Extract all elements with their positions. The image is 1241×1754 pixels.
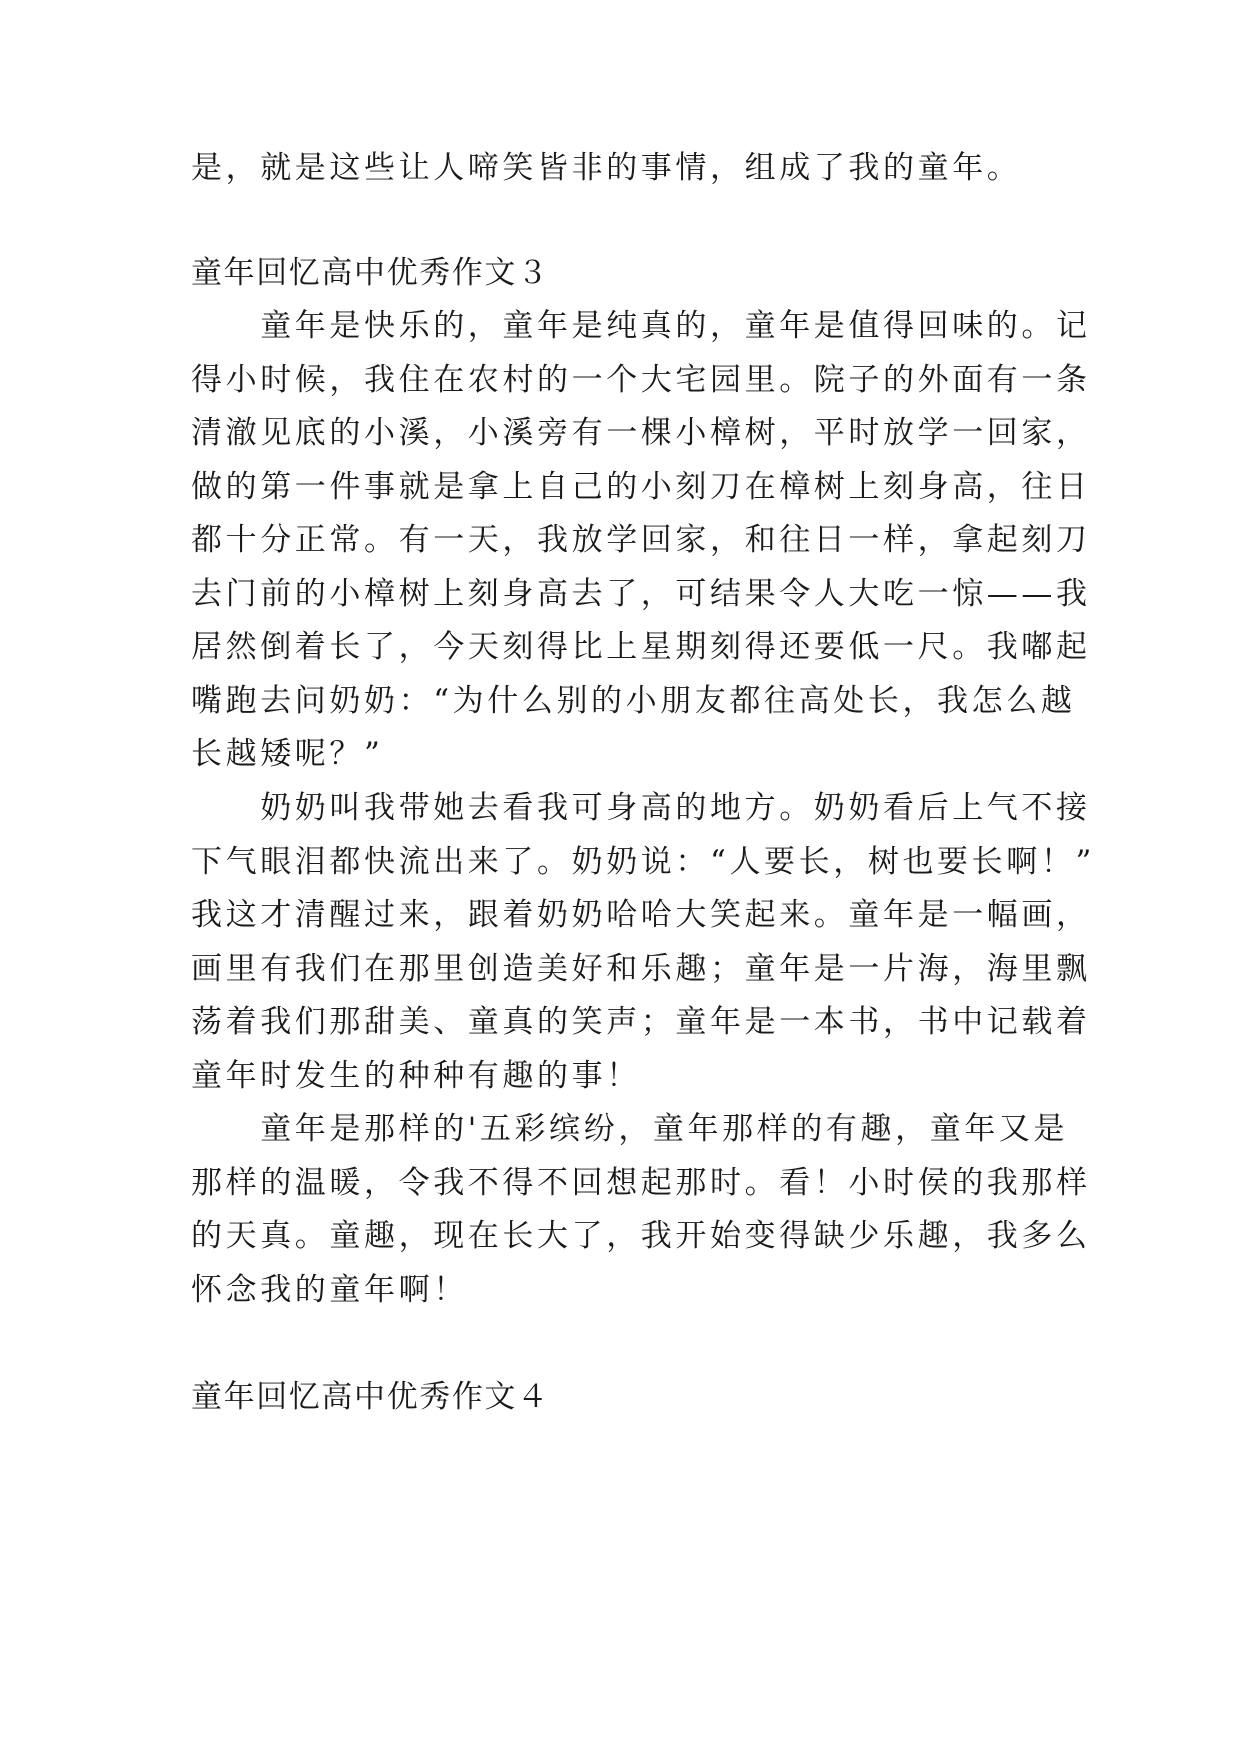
paragraph-line: 做的第一件事就是拿上自己的小刻刀在樟树上刻身高，往日 xyxy=(191,469,1091,505)
paragraph-line: 童年时发生的种种有趣的事！ xyxy=(191,1058,641,1094)
paragraph-line: 的天真。童趣，现在长大了，我开始变得缺少乐趣，我多么 xyxy=(191,1218,1091,1254)
paragraph-line: 是，就是这些让人啼笑皆非的事情，组成了我的童年。 xyxy=(191,150,1022,186)
paragraph-line: 那样的温暖，令我不得不回想起那时。看！小时侯的我那样 xyxy=(191,1165,1091,1201)
paragraph-line: 长越矮呢？” xyxy=(191,736,384,772)
paragraph-line: 荡着我们那甜美、童真的笑声；童年是一本书，书中记载着 xyxy=(191,1004,1091,1040)
paragraph-line: 去门前的小樟树上刻身高去了，可结果令人大吃一惊——我 xyxy=(191,576,1091,612)
section-heading: 童年回忆高中优秀作文３ xyxy=(191,255,550,291)
paragraph-line: 居然倒着长了，今天刻得比上星期刻得还要低一尺。我嘟起 xyxy=(191,629,1091,665)
section-heading: 童年回忆高中优秀作文４ xyxy=(191,1379,550,1415)
paragraph-line: 童年是那样的'五彩缤纷，童年那样的有趣，童年又是 xyxy=(191,1111,1069,1147)
paragraph-line: 画里有我们在那里创造美好和乐趣；童年是一片海，海里飘 xyxy=(191,951,1091,987)
paragraph-line: 下气眼泪都快流出来了。奶奶说：“人要长，树也要长啊！” xyxy=(191,844,1095,880)
paragraph-line: 都十分正常。有一天，我放学回家，和往日一样，拿起刻刀 xyxy=(191,522,1091,558)
paragraph-line: 嘴跑去问奶奶：“为什么别的小朋友都往高处长，我怎么越 xyxy=(191,683,1076,719)
paragraph-line: 怀念我的童年啊！ xyxy=(191,1272,468,1308)
paragraph-line: 奶奶叫我带她去看我可身高的地方。奶奶看后上气不接 xyxy=(191,790,1091,826)
paragraph-line: 得小时候，我住在农村的一个大宅园里。院子的外面有一条 xyxy=(191,362,1091,398)
paragraph-line: 清澈见底的小溪，小溪旁有一棵小樟树，平时放学一回家， xyxy=(191,415,1091,451)
paragraph-line: 童年是快乐的，童年是纯真的，童年是值得回味的。记 xyxy=(191,308,1091,344)
paragraph-line: 我这才清醒过来，跟着奶奶哈哈大笑起来。童年是一幅画， xyxy=(191,897,1091,933)
